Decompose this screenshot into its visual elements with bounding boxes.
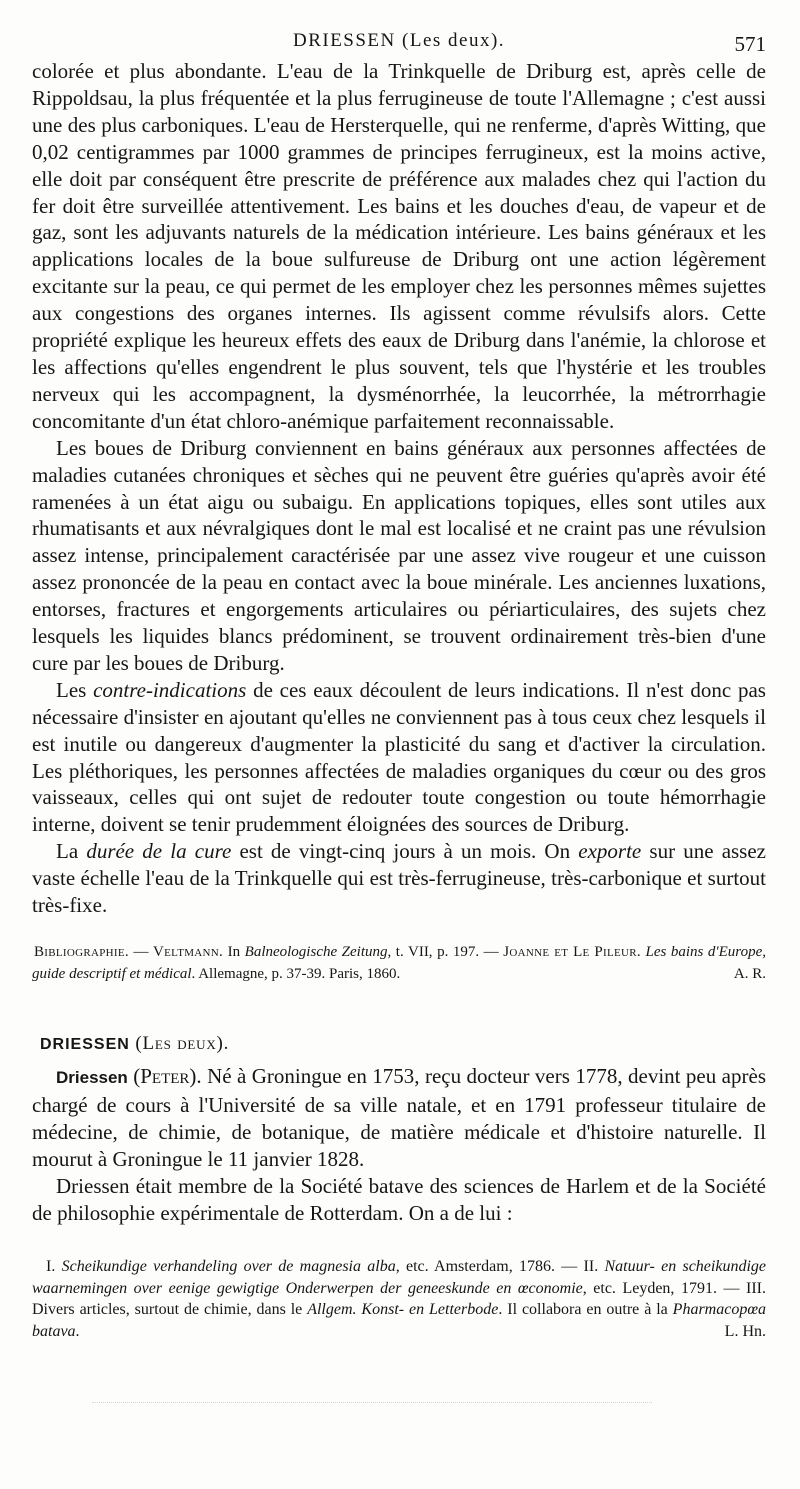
paragraph: Les contre-indications de ces eaux découlent de leurs indications. Il n'est donc pas nécessaire d'insister en ajoutant qu'elles ne conviennent pas à tous ceux chez lesquels il est inutile ou dangereux d'augmenter la plasticité du sang et d'activer la circulation. Les pléthoriques, les personnes affectées de maladies organiques du cœur ou des gros vaisseaux, celles qui ont sujet de redouter toute congestion ou toute hémorrhagie interne, doivent se tenir prudemment éloignées des sources de Driburg. <box>32 677 766 837</box>
author-signature: A. R. <box>733 966 766 982</box>
emphasis: durée de la cure <box>86 839 232 864</box>
paragraph: Driessen était membre de la Société batave des sciences de Harlem et de la Société de philosophie expérimentale de Rotterdam. On a de lui : <box>32 1173 766 1225</box>
running-title: DRIESSEN (Les deux). <box>292 30 506 51</box>
section-heading: DRIESSEN (Les deux). <box>40 1033 230 1054</box>
entry-driessen <box>32 1063 766 1226</box>
works-list: I. Scheikundige verhandeling over de magnesia alba, etc. Amsterdam, 1786. — II. Natuur- en scheikundige waarnemingen over eenige gewigtige Onderwerpen der geneeskunde en œconomie, etc. Leyden, 1791. — III. Divers articles, surtout de chimie, dans le Allgem. Konst- en Letterbode. Il collabora en outre à la Pharmacopœa batava. L. Hn. <box>32 1256 766 1342</box>
emphasis: contre-indications <box>93 677 247 702</box>
running-header <box>32 0 766 58</box>
page-bottom-divider <box>92 1402 652 1413</box>
author-signature: L. Hn. <box>724 1322 766 1340</box>
page <box>32 0 766 1413</box>
paragraph: colorée et plus abondante. L'eau de la Trinkquelle de Driburg est, après celle de Rippoldsau, la plus fréquentée et la plus ferrugineuse de toute l'Allemagne ; c'est aussi une des plus carboniques. L'eau de Hersterquelle, qui ne renferme, d'après Witting, que 0,02 centigrammes par 1000 grammes de principes ferrugineux, est la moins active, elle doit par conséquent être prescrite de préférence aux malades chez qui l'action du fer doit être surveillée attentivement. Les bains et les douches d'eau, de vapeur et de gaz, sont les adjuvants naturels de la médication intérieure. Les bains généraux et les applications locales de la boue sulfureuse de Driburg ont une action légèrement excitante sur la peau, ce qui permet de les employer chez les personnes mêmes sujettes aux congestions des organes internes. Ils agissent comme révulsifs alors. Cette propriété explique les heureux effets des eaux de Driburg dans l'anémie, la chlorose et les affections qu'elles engendrent le plus souvent, tels que l'hystérie et les troubles nerveux qui les accompagnent, la dysménorrhée, la leucorrhée, la métrorrhagie concomitante d'un état chloro-anémique parfaitement reconnaissable. <box>32 59 766 433</box>
entry-name: Driessen <box>56 1068 128 1087</box>
bibliography-label: Bibliographie. <box>34 944 129 960</box>
paragraph: Driessen (Peter). Né à Groningue en 1753, reçu docteur vers 1778, devint peu après chargé de cours à l'Université de sa ville natale, et en 1791 professeur titulaire de médecine, de chimie, de botanique, de matière médicale et d'histoire naturelle. Il mourut à Groningue le 11 janvier 1828. <box>32 1064 766 1171</box>
page-number: 571 <box>734 32 766 56</box>
paragraph: Les boues de Driburg conviennent en bains généraux aux personnes affectées de maladies cutanées chroniques et sèches qui ne peuvent être guéries qu'après avoir été ramenées à un état aigu ou subaigu. En applications topiques, elles sont utiles aux rhumatisants et aux névralgiques dont le mal est localisé et ne craint pas une révulsion assez intense, principalement caractérisée par une assez vive rougeur et une cuisson assez prononcée de la peau en contact avec la boue minérale. Les anciennes luxations, entorses, fractures et engorgements articulaires ou périarticulaires, des sujets chez lesquels les liquides blancs prédominent, se trouvent ordinairement très-bien d'une cure par les boues de Driburg. <box>32 435 766 675</box>
emphasis: exporte <box>578 839 642 864</box>
bibliography: Bibliographie. — Veltmann. In Balneologische Zeitung, t. VII, p. 197. — Joanne et Le Pileur. Les bains d'Europe, guide descriptif et médical. Allemagne, p. 37-39. Paris, 1860. A. R. <box>32 941 766 985</box>
entry-driburg-continued <box>32 58 766 919</box>
paragraph: La durée de la cure est de vingt-cinq jours à un mois. On exporte sur une assez vaste échelle l'eau de la Trinkquelle qui est très-ferrugineuse, très-carbonique et surtout très-fixe. <box>32 839 766 918</box>
